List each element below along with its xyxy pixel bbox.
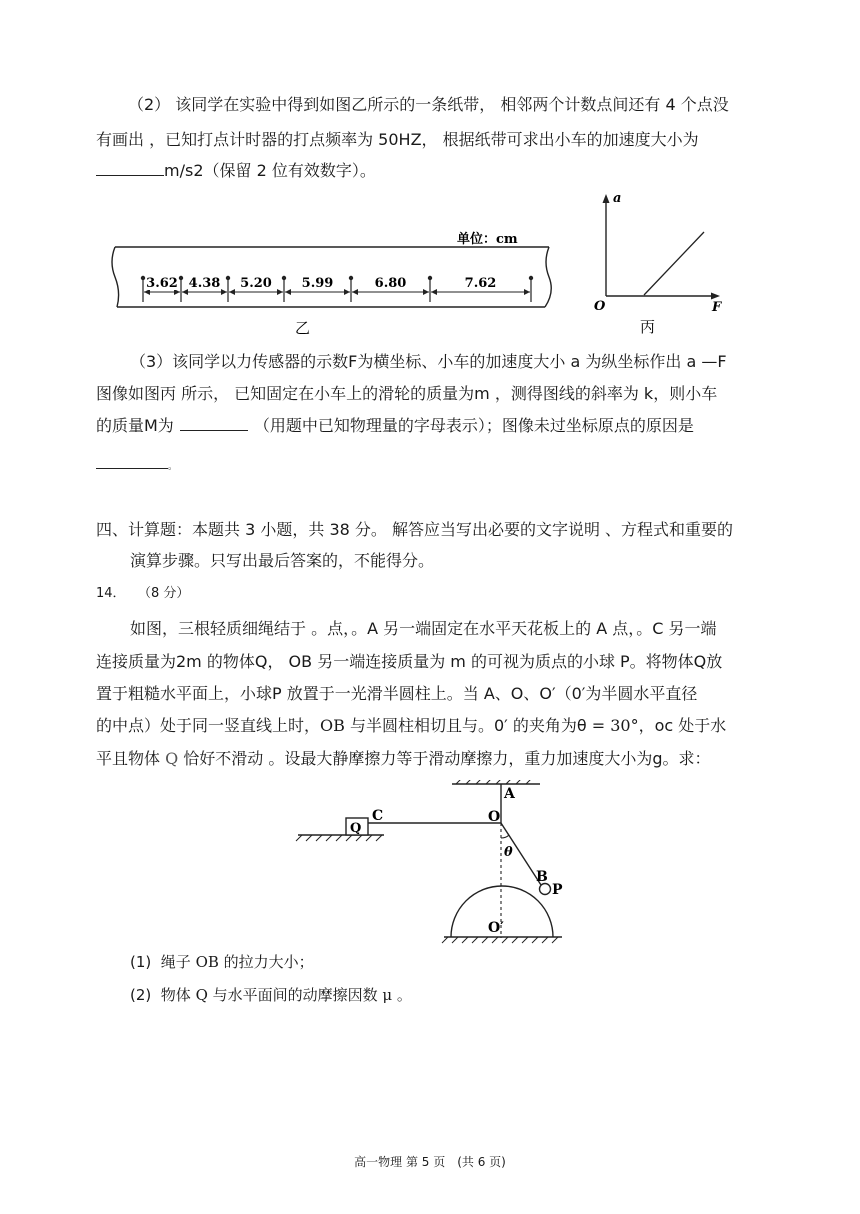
q14-number: 14． [96,586,126,601]
part3-line3-prefix: 的质量M为 [96,416,174,435]
q14-line5 [96,747,711,771]
tape-dot [349,276,353,280]
part3-line1: （3）该同学以力传感器的示数F为横坐标、小车的加速度大小 a 为纵坐标作出 a —F [130,352,727,371]
sub-question-2-text: 物体 Q 与水平面间的动摩擦因数 μ 。 [160,986,412,1004]
ball-P [540,884,551,895]
tape-unit-label: 单位：cm [457,232,518,247]
section4-line1: 四、计算题：本题共 3 小题，共 38 分。 解答应当写出必要的文字说明 、方程式和重要的 [96,520,734,539]
tape-segment-label: 6.80 [374,276,407,291]
force-diagram [292,780,582,945]
tape-dot [529,276,533,280]
sub-question-1 [130,950,314,974]
q14-line2: 连接质量为2m 的物体Q， OB 另一端连接质量为 m 的可视为质点的小球 P。将物体Q放 [96,652,723,671]
graph-origin-label: O [594,299,606,314]
label-B: B [536,869,548,885]
tape-caption: 乙 [295,319,311,337]
graph-figure [586,188,736,338]
label-O: O [488,809,501,825]
tape-arrowhead [221,289,227,295]
tape-arrowhead [423,289,429,295]
tape-dot [141,276,145,280]
tape-figure [105,222,565,340]
tape-segment-label: 7.62 [464,276,497,291]
q14-line5-b: Q [165,749,179,768]
graph-x-label: F [712,300,722,315]
part2-line3-text: m/s2（保留 2 位有效数字）。 [164,161,376,180]
q14-line1: 如图，三根轻质细绳结于 。点，。A 另一端固定在水平天花板上的 A 点，。C 另一端 [130,619,717,638]
tape-dot [226,276,230,280]
part3-line3-suffix: （用题中已知物理量的字母表示）；图像未过坐标原点的原因是 [253,416,694,435]
q14-line5-c: 恰好不滑动 。设最大静摩擦力等于滑动摩擦力，重力加速度大小为g。求： [178,749,711,768]
tape-arrowhead [431,289,437,295]
tape-segment-label: 5.20 [240,276,272,291]
tape-dot [282,276,286,280]
tape-segment-label: 5.99 [301,276,334,291]
q14-line4-d: = 30° [586,716,639,735]
q14-line3: 置于粗糙水平面上，小球P 放置于一光滑半圆柱上。当 A、O、O′（0′为半圆水平直径 [96,684,698,703]
part2-line1: （2） 该同学在实验中得到如图乙所示的一条纸带， 相邻两个计数点间还有 4 个点没 [128,95,729,114]
q14-score: （8 分） [137,586,190,601]
label-C: C [372,808,384,824]
label-theta: θ [504,845,513,860]
tape-marks [141,274,533,302]
sub-question-1-number: (1) [130,953,152,971]
tape-arrowhead [344,289,350,295]
label-P: P [552,882,563,898]
tape-dot [179,276,183,280]
part3-line4 [96,452,177,479]
part3-line3 [96,414,694,438]
sub-question-2 [130,983,412,1007]
label-O-prime: O′ [488,920,504,936]
q14-line4-c: 与半圆柱相切且与。0′ 的夹角为θ [344,716,587,735]
answer-blank-mass[interactable] [180,414,248,431]
tape-segment-label: 4.38 [188,276,221,291]
tape-arrowhead [229,289,235,295]
theta-arc [501,835,509,838]
sub-question-2-number: (2) [130,986,152,1004]
tape-arrowhead [524,289,530,295]
q14-line4-e: ，oc 处于水 [638,716,727,735]
graph-line [644,232,704,295]
tape-segment-label: 3.62 [146,276,178,291]
graph-y-label: a [613,191,622,206]
section4-line2: 演算步骤。只写出最后答案的，不能得分。 [130,551,435,570]
tape-arrowhead [182,289,188,295]
tape-arrowhead [285,289,291,295]
answer-blank-acceleration[interactable] [96,159,164,176]
tape-arrowhead [352,289,358,295]
label-A: A [504,786,515,802]
page-footer: 高一物理 第 5 页 (共 6 页) [354,1155,506,1169]
part3-line4-end: 。 [168,462,178,472]
part3-line2: 图像如图丙 所示， 已知固定在小车上的滑轮的质量为m ，测得图线的斜率为 k，则小车 [96,384,718,403]
q14-line4-a: 的中点）处于同一竖直线上时， [96,716,321,735]
q14-header [96,582,189,606]
tape-dot [428,276,432,280]
graph-caption: 丙 [640,318,656,336]
part2-line3 [96,159,376,183]
q14-line4-b: OB [320,716,345,735]
tape-arrowhead [277,289,283,295]
part2-line2: 有画出 ，已知打点计时器的打点频率为 50HZ， 根据纸带可求出小车的加速度大小为 [96,130,699,149]
q14-line4 [96,714,726,738]
q14-line5-a: 平且物体 [96,749,166,768]
sub-question-1-text: 绳子 OB 的拉力大小； [160,953,314,971]
label-Q: Q [350,821,362,836]
answer-blank-reason[interactable] [96,452,168,469]
